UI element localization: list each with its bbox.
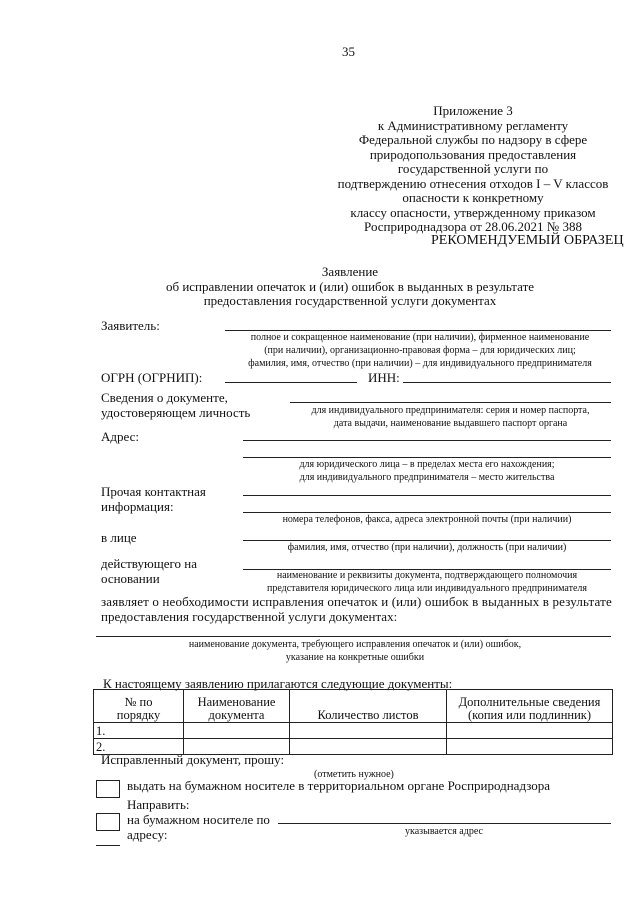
appendix-line: Приложение 3 bbox=[433, 103, 513, 118]
address-label: Адрес: bbox=[101, 429, 139, 444]
hint-line: наименование документа, требующего исправления опечаток и (или) ошибок, bbox=[188, 639, 522, 650]
header-text: документа bbox=[208, 708, 265, 722]
document-title bbox=[150, 265, 550, 309]
statement-line: заявляет о необходимости исправления опечаток и (или) ошибок в выданных в результате bbox=[101, 594, 612, 609]
statement-text bbox=[101, 595, 621, 624]
option-mark-line bbox=[96, 845, 120, 846]
contacts-field-1[interactable] bbox=[243, 495, 611, 496]
hint-line: наименование и реквизиты документа, подтверждающего полномочия bbox=[276, 570, 578, 581]
header-cell bbox=[184, 690, 290, 723]
label-line: Прочая контактная bbox=[101, 484, 206, 499]
option-paper-mail-label bbox=[127, 813, 270, 842]
header-text: № по bbox=[124, 695, 153, 709]
table-cell[interactable] bbox=[184, 723, 290, 739]
appendix-block bbox=[318, 104, 628, 235]
address-hint bbox=[243, 458, 611, 484]
table-cell[interactable] bbox=[290, 739, 447, 755]
ogrn-field[interactable] bbox=[225, 382, 357, 383]
person-label: в лице bbox=[101, 530, 137, 545]
table-cell[interactable] bbox=[447, 739, 613, 755]
label-line: на бумажном носителе по bbox=[127, 812, 270, 827]
table-header-row bbox=[94, 690, 613, 723]
address-field-1[interactable] bbox=[243, 440, 611, 441]
hint-line: указание на конкретные ошибки bbox=[285, 652, 425, 663]
header-text: Дополнительные сведения bbox=[458, 695, 601, 709]
appendix-line: к Административному регламенту bbox=[377, 117, 569, 133]
hint-line: для индивидуального предпринимателя: серия и номер паспорта, bbox=[311, 405, 590, 416]
option-paper-office-label: выдать на бумажном носителе в территориальном органе Росприроднадзора bbox=[127, 778, 551, 793]
appendix-line: природопользования предоставления bbox=[369, 146, 577, 162]
appendix-line: классу опасности, утвержденному приказом bbox=[350, 204, 596, 220]
id-document-label bbox=[101, 391, 250, 420]
delivery-address-field[interactable] bbox=[278, 823, 611, 824]
statement-line: предоставления государственной услуги документах: bbox=[101, 608, 398, 624]
table-cell[interactable]: 1. bbox=[94, 723, 184, 739]
inn-field[interactable] bbox=[403, 382, 611, 383]
hint-line: фамилия, имя, отчество (при наличии) – для индивидуального предпринимателя bbox=[248, 358, 592, 369]
hint-line: представителя юридического лица или индивидуального предпринимателя bbox=[267, 583, 587, 594]
ogrn-label: ОГРН (ОГРНИП): bbox=[101, 370, 203, 385]
label-line: основании bbox=[101, 570, 160, 586]
table-row bbox=[94, 723, 613, 739]
header-text: (копия или подлинник) bbox=[467, 708, 592, 722]
table-cell[interactable] bbox=[447, 723, 613, 739]
id-document-hint bbox=[288, 404, 613, 430]
mark-hint: (отметить нужное) bbox=[314, 769, 394, 780]
basis-label bbox=[101, 557, 197, 586]
title-line: предоставления государственной услуги документах bbox=[203, 293, 497, 308]
table-cell[interactable] bbox=[290, 723, 447, 739]
option-paper-office-checkbox[interactable] bbox=[96, 780, 120, 798]
header-text: Наименование bbox=[197, 695, 276, 709]
delivery-label: Исправленный документ, прошу: bbox=[101, 752, 285, 767]
appendix-line: Федеральной службы по надзору в сфере bbox=[358, 132, 588, 147]
appendix-line: государственной услуги по bbox=[397, 161, 549, 176]
hint-line: для индивидуального предпринимателя – место жительства bbox=[299, 472, 555, 483]
address-hint: указывается адрес bbox=[405, 826, 483, 837]
contacts-label bbox=[101, 485, 206, 514]
hint-line: для юридического лица – в пределах места его нахождения; bbox=[299, 459, 555, 470]
hint-line: дата выдачи, наименование выдавшего паспорт органа bbox=[333, 418, 568, 429]
applicant-hint bbox=[225, 331, 615, 370]
basis-hint bbox=[243, 569, 611, 595]
header-text: Количество листов bbox=[317, 708, 419, 722]
title-line: Заявление bbox=[321, 264, 379, 279]
statement-hint bbox=[150, 638, 560, 664]
label-line: действующего на bbox=[101, 556, 197, 571]
header-cell bbox=[94, 690, 184, 723]
title-line: об исправлении опечаток и (или) ошибок в выданных в результате bbox=[165, 278, 535, 294]
attachments-intro: К настоящему заявлению прилагаются следующие документы: bbox=[103, 676, 453, 691]
header-cell bbox=[290, 690, 447, 723]
send-label: Направить: bbox=[127, 797, 190, 812]
label-line: информация: bbox=[101, 498, 174, 514]
inn-label: ИНН: bbox=[368, 370, 400, 385]
appendix-line: Росприроднадзора от 28.06.2021 № 388 bbox=[364, 219, 582, 234]
hint-line: (при наличии), организационно-правовая форма – для юридических лиц; bbox=[264, 345, 576, 356]
label-line: удостоверяющем личность bbox=[101, 404, 251, 420]
hint-line: полное и сокращенное наименование (при наличии), фирменное наименование bbox=[250, 332, 590, 343]
table-cell[interactable]: 2. bbox=[94, 739, 184, 755]
attachments-table bbox=[93, 689, 613, 755]
applicant-label: Заявитель: bbox=[101, 318, 160, 333]
label-line: адресу: bbox=[127, 826, 168, 842]
appendix-line: подтверждению отнесения отходов I – V классов bbox=[337, 175, 609, 191]
id-document-field[interactable] bbox=[290, 402, 611, 403]
person-hint: фамилия, имя, отчество (при наличии), должность (при наличии) bbox=[287, 542, 567, 553]
header-cell bbox=[447, 690, 613, 723]
contacts-hint: номера телефонов, факса, адреса электронной почты (при наличии) bbox=[282, 514, 572, 525]
label-line: Сведения о документе, bbox=[101, 390, 228, 405]
recommended-sample-label: РЕКОМЕНДУЕМЫЙ ОБРАЗЕЦ bbox=[431, 233, 624, 248]
option-paper-mail-checkbox[interactable] bbox=[96, 813, 120, 831]
appendix-line: опасности к конкретному bbox=[402, 190, 544, 205]
page-number: 35 bbox=[342, 44, 355, 59]
statement-field[interactable] bbox=[96, 636, 611, 637]
header-text: порядку bbox=[116, 708, 161, 722]
